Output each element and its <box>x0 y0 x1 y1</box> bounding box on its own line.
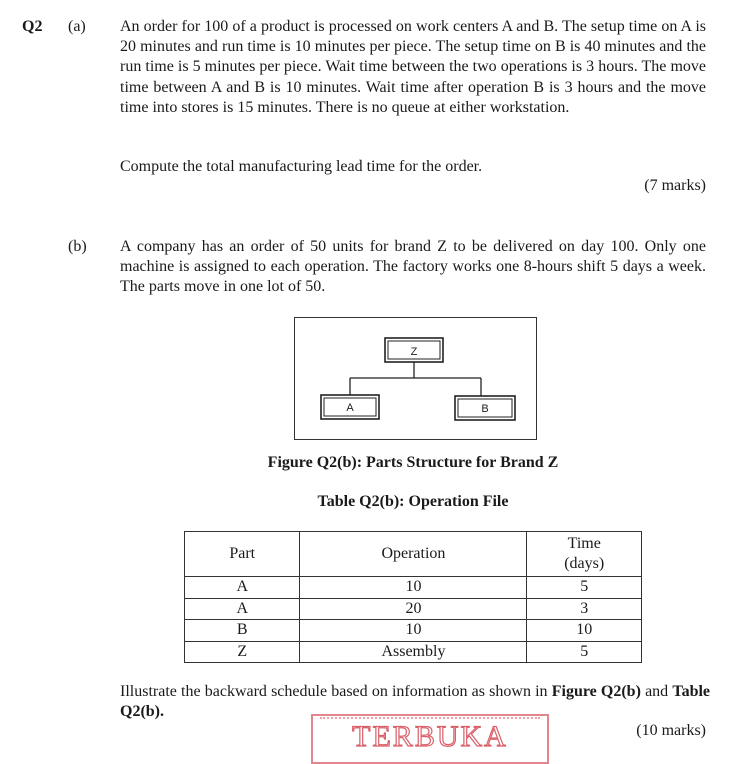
cell-time: 10 <box>527 620 642 642</box>
table-caption: Table Q2(b): Operation File <box>317 493 509 510</box>
parts-structure-diagram <box>294 317 537 440</box>
table-row <box>185 577 642 599</box>
header-time-line1: Time <box>567 535 601 552</box>
cell-operation: 10 <box>300 577 527 599</box>
cell-part: Z <box>185 641 300 663</box>
table-reference: Table Q2(b). <box>120 683 711 721</box>
header-time-line2: (days) <box>564 555 605 572</box>
part-a-marks: (7 marks) <box>644 177 706 194</box>
part-b-label: (b) <box>68 238 87 255</box>
node-z-label: Z <box>410 346 418 358</box>
operation-file-table <box>184 531 642 663</box>
part-a-text: An order for 100 of a product is processed on work centers A and B. The setup time on A is 20 minutes and run time is 10 minutes per piece. The setup time on B is 40 minutes and the run time is 5 minutes per piece. Wait time between the two operations is 3 hours. The move time between A and B is 10 minutes. Wait time after operation B is 3 hours and the move time into stores is 15 minutes. There is no queue at either workstation. <box>120 18 706 116</box>
figure-reference: Figure Q2(b) <box>551 683 641 700</box>
table-header-row <box>185 532 642 577</box>
instruction-and: and <box>640 683 673 700</box>
node-b-label: B <box>481 403 489 415</box>
part-b-marks: (10 marks) <box>636 722 706 739</box>
cell-time: 5 <box>527 641 642 663</box>
header-time <box>527 532 642 577</box>
cell-operation: 10 <box>300 620 527 642</box>
cell-operation: 20 <box>300 598 527 620</box>
part-a-instruction: Compute the total manufacturing lead time for the order. <box>120 158 483 175</box>
figure-caption: Figure Q2(b): Parts Structure for Brand Z <box>267 454 559 471</box>
part-a-label: (a) <box>68 18 86 35</box>
part-b-text: A company has an order of 50 units for brand Z to be delivered on day 100. Only one machine is assigned to each operation. The factory works one 8-hours shift 5 days a week. The parts move in one lot of 50. <box>120 238 706 296</box>
cell-operation: Assembly <box>300 641 527 663</box>
question-number: Q2 <box>22 18 43 35</box>
cell-part: B <box>185 620 300 642</box>
table-row <box>185 641 642 663</box>
table-row <box>185 620 642 642</box>
header-operation: Operation <box>300 532 527 577</box>
header-part: Part <box>185 532 300 577</box>
node-a-label: A <box>346 402 354 414</box>
cell-part: A <box>185 598 300 620</box>
instruction-prefix: Illustrate the backward schedule based on information as shown in <box>120 683 552 700</box>
node-z <box>385 338 443 362</box>
node-a <box>321 395 379 419</box>
table-row <box>185 598 642 620</box>
stamp-text: TERBUKA <box>352 720 508 753</box>
node-b <box>455 396 515 420</box>
cell-time: 3 <box>527 598 642 620</box>
cell-time: 5 <box>527 577 642 599</box>
cell-part: A <box>185 577 300 599</box>
